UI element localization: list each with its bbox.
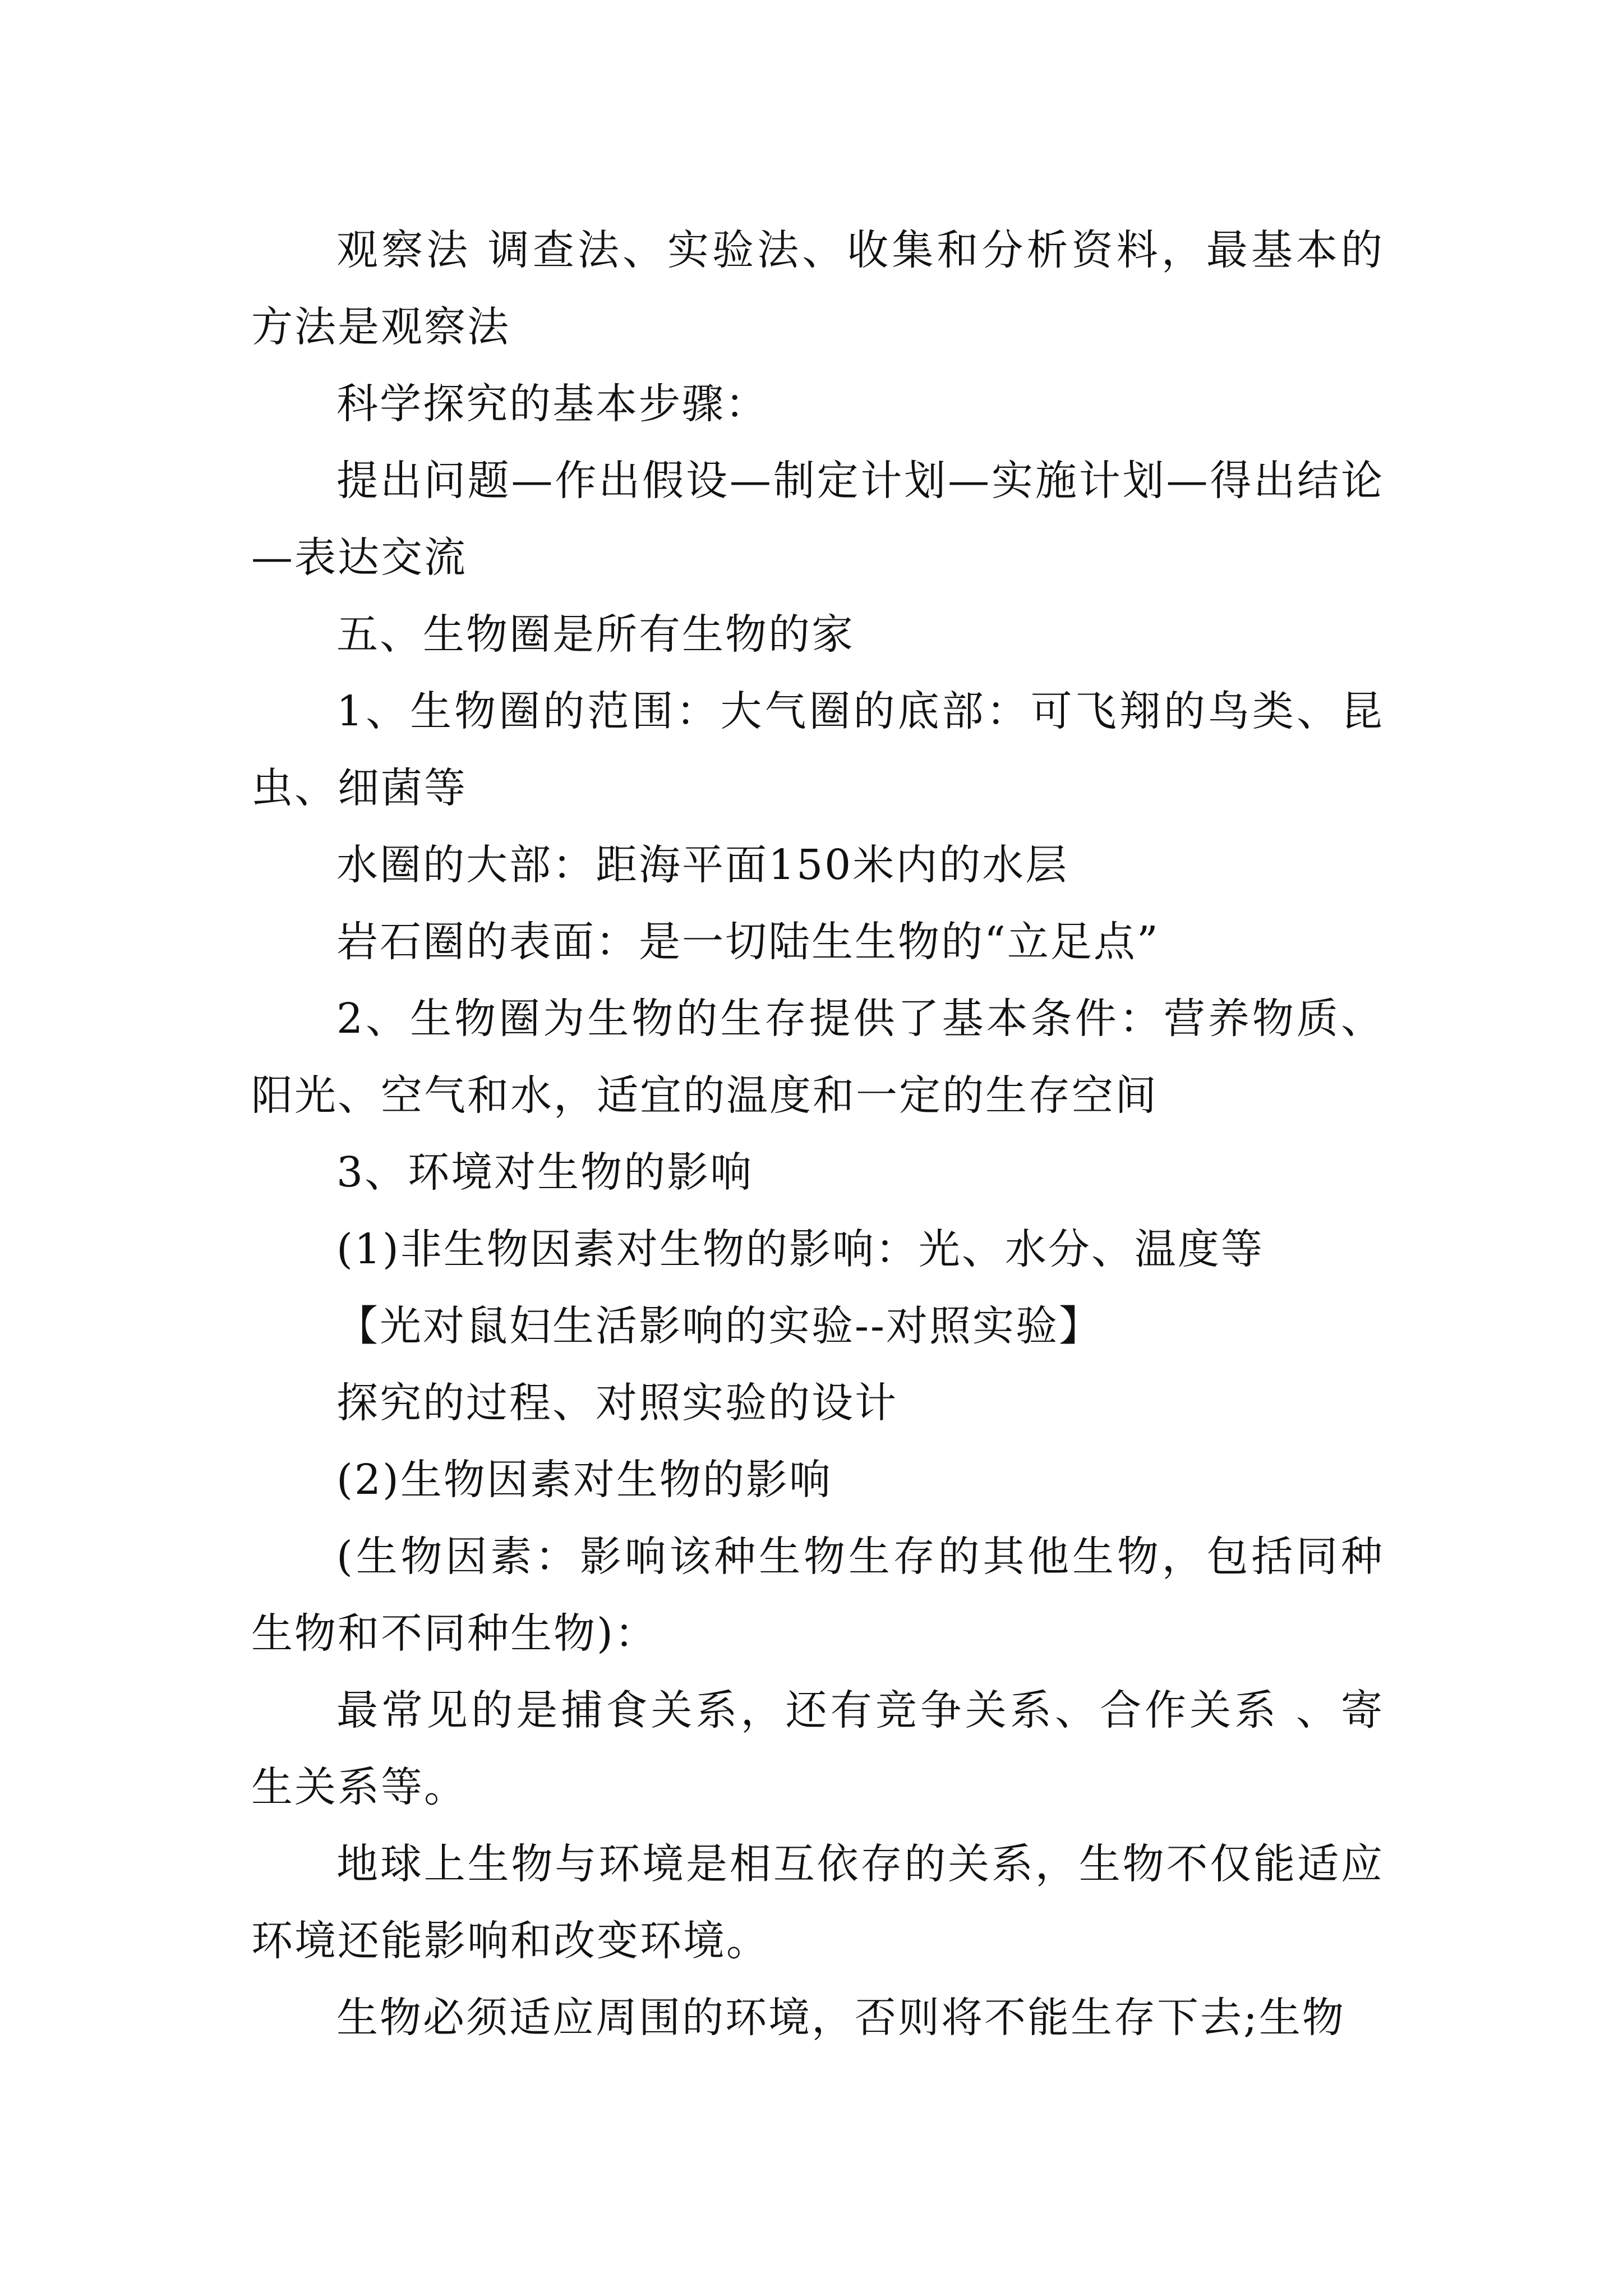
- paragraph-lithosphere: 岩石圈的表面：是一切陆生生物的“立足点”: [336, 918, 1160, 966]
- paragraph-inquiry-steps-heading: 科学探究的基本步骤：: [336, 380, 768, 428]
- paragraph-biotic-definition: (生物因素：影响该种生物生存的其他生物，包括同种生物和不同种生物)：: [251, 1533, 1384, 1658]
- paragraph-observation-methods: 观察法 调查法、实验法、收集和分析资料，最基本的方法是观察法: [251, 226, 1384, 351]
- paragraph-biotic-factors: (2)生物因素对生物的影响: [336, 1456, 832, 1504]
- section-heading-biosphere: 五、生物圈是所有生物的家: [336, 610, 855, 659]
- paragraph-abiotic-factors: (1)非生物因素对生物的影响：光、水分、温度等: [336, 1225, 1264, 1273]
- paragraph-inquiry-steps: 提出问题—作出假设—制定计划—实施计划—得出结论—表达交流: [251, 457, 1384, 582]
- paragraph-environment-impact: 3、环境对生物的影响: [336, 1148, 754, 1197]
- paragraph-relationships: 最常见的是捕食关系，还有竞争关系、合作关系 、寄生关系等。: [251, 1686, 1384, 1811]
- paragraph-experiment-design: 探究的过程、对照实验的设计: [336, 1379, 898, 1427]
- paragraph-interdependence: 地球上生物与环境是相互依存的关系，生物不仅能适应环境还能影响和改变环境。: [251, 1840, 1384, 1965]
- paragraph-biosphere-range: 1、生物圈的范围：大气圈的底部：可飞翔的鸟类、昆虫、细菌等: [251, 687, 1384, 812]
- paragraph-hydrosphere: 水圈的大部：距海平面150米内的水层: [336, 841, 1069, 889]
- paragraph-basic-conditions: 2、生物圈为生物的生存提供了基本条件：营养物质、阳光、空气和水，适宜的温度和一定的生存空间: [251, 995, 1384, 1120]
- paragraph-adaptation: 生物必须适应周围的环境，否则将不能生存下去;生物: [336, 1994, 1345, 2042]
- paragraph-woodlouse-experiment: 【光对鼠妇生活影响的实验--对照实验】: [336, 1302, 1103, 1350]
- document-body: [251, 212, 1384, 2056]
